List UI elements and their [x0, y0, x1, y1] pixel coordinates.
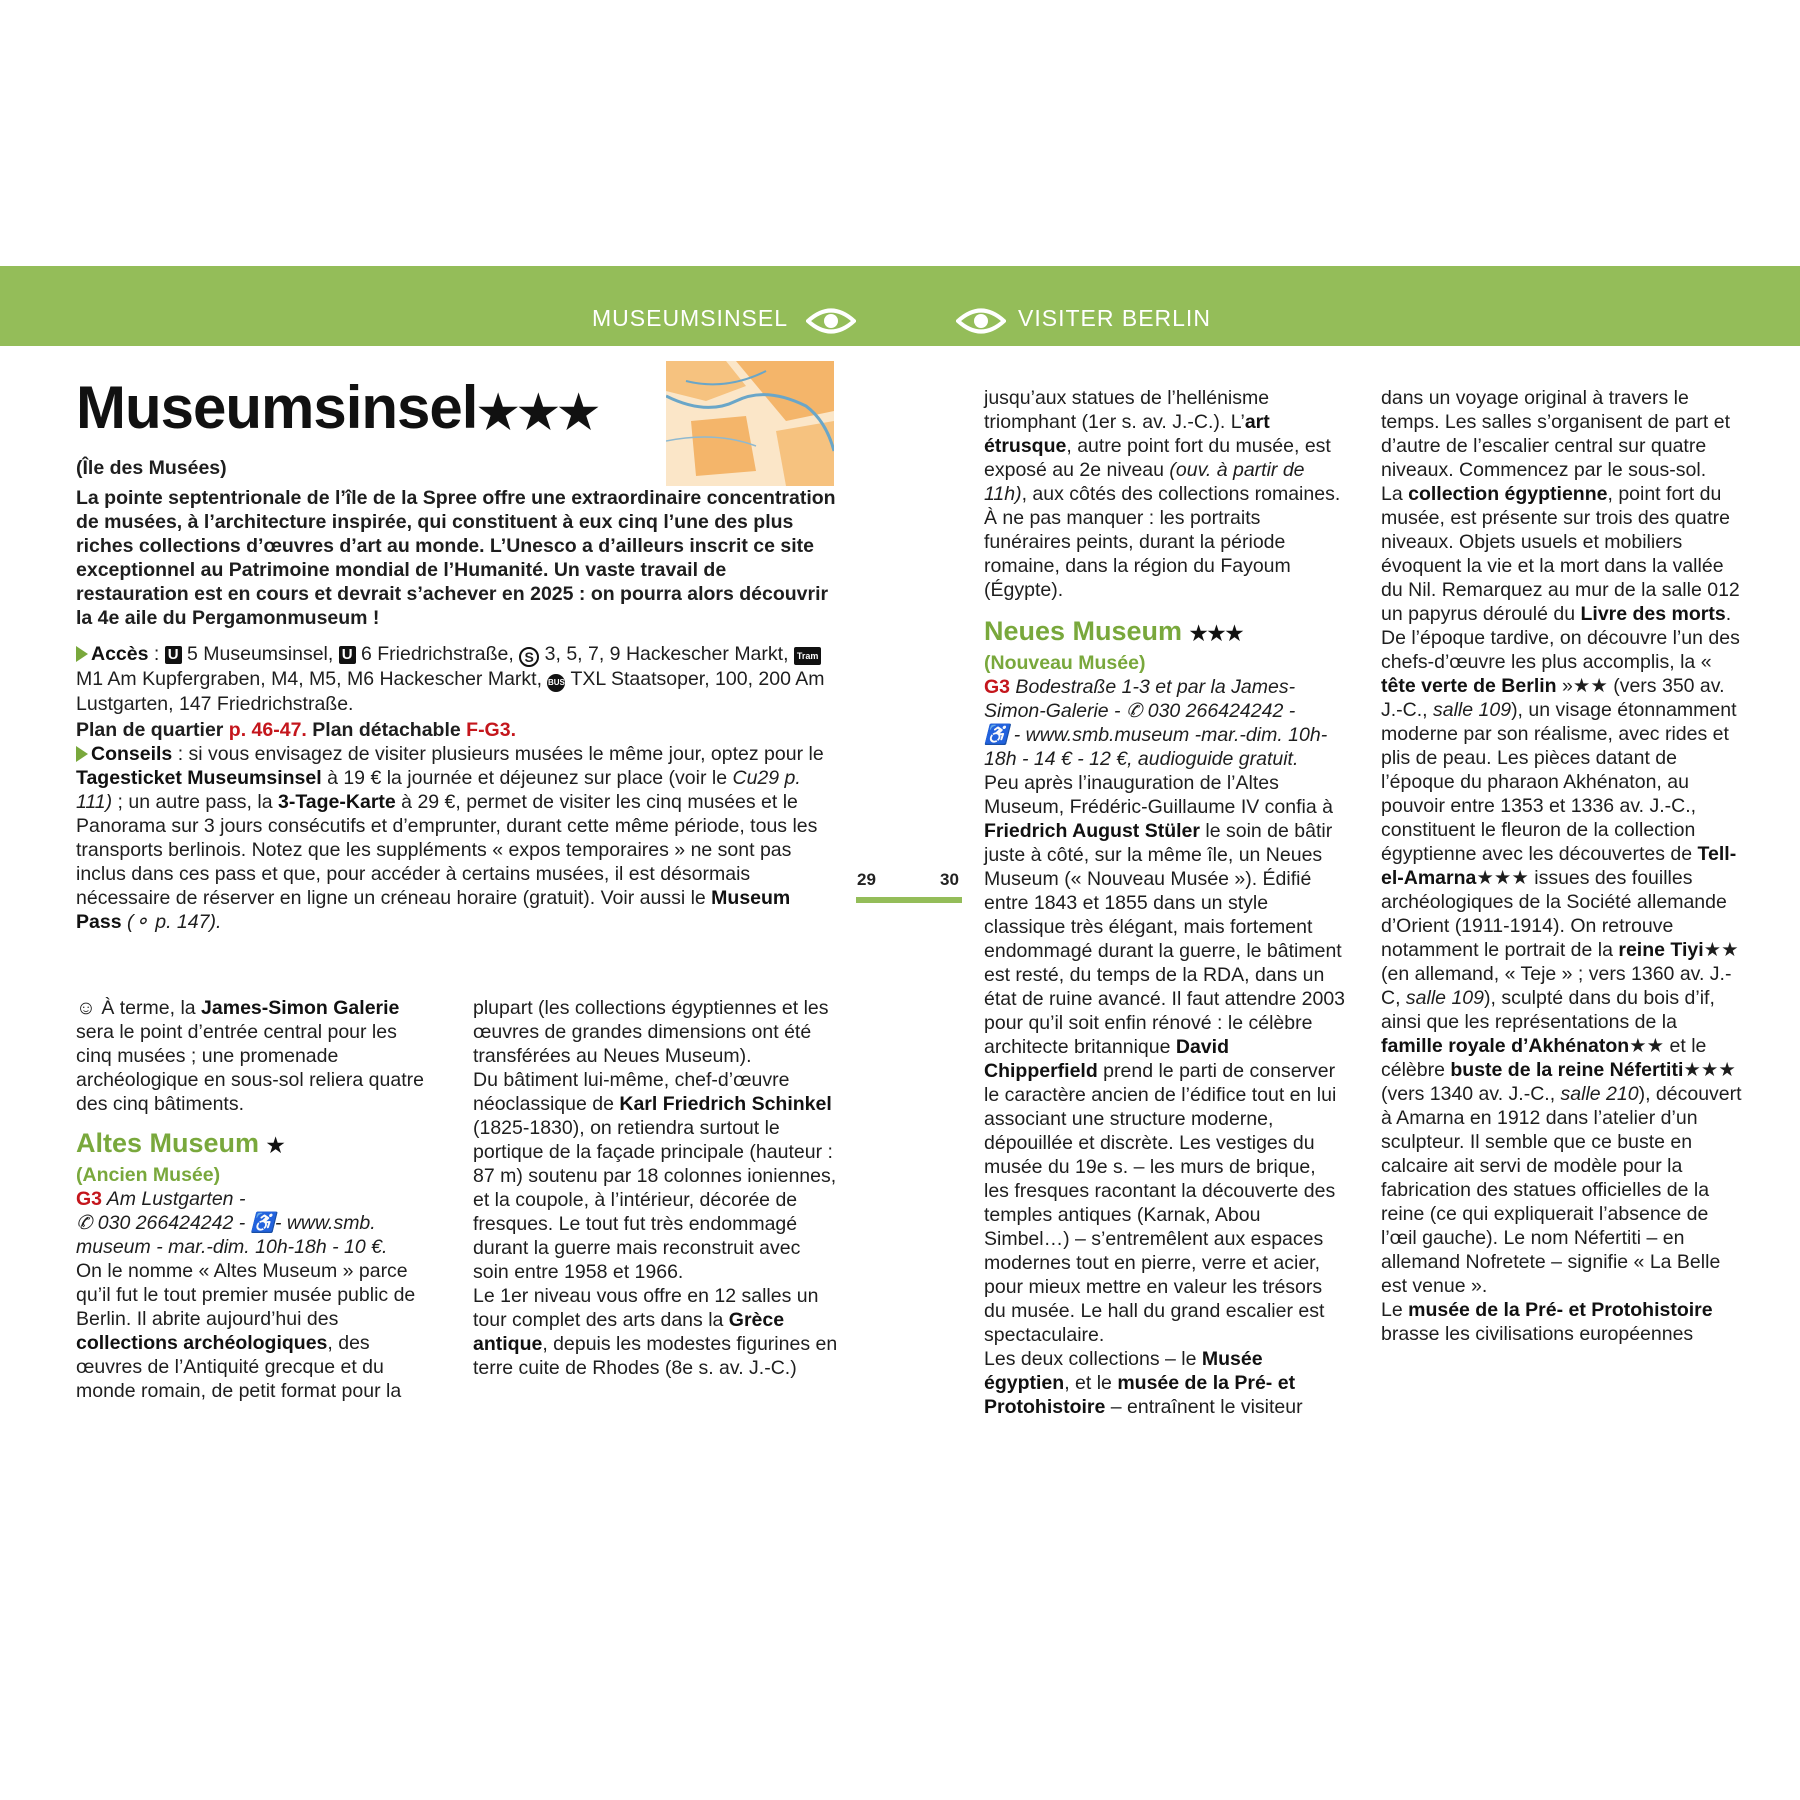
- title-stars: ★★★: [477, 386, 599, 438]
- header-band: [0, 266, 1800, 346]
- left-column-1: [76, 996, 431, 1403]
- bus-icon: BUS: [547, 674, 565, 692]
- paragraph: jusqu’aux statues de l’hellénisme triomphant (1er s. av. J.-C.). L’art étrusque, autre point fort du musée, est exposé au 2e niveau (ouv. à partir de 11h), aux côtés des collections romaines. À ne pas manquer : les portraits funéraires peints, durant la période romaine, dans la région du Fayoum (Égypte).: [984, 387, 1341, 601]
- paragraph: dans un voyage original à travers le temps. Les salles s’organisent de part et d’autre de l’escalier central sur quatre niveaux. Commencez par le sous-sol.: [1381, 387, 1731, 481]
- header-right-label: VISITER BERLIN: [1018, 305, 1211, 331]
- paragraph: Le musée de la Pré- et Protohistoire brasse les civilisations européennes: [1381, 1299, 1713, 1345]
- header-left-label: MUSEUMSINSEL: [592, 305, 789, 331]
- neues-museum-info: G3 Bodestraße 1-3 et par la James-Simon-Galerie - ✆ 030 266424242 - ♿ - www.smb.museum -mar.-dim. 10h-18h - 14 € - 12 €, audioguide gratuit.: [984, 676, 1328, 770]
- u-bahn-icon: U: [165, 646, 182, 664]
- right-column-1: [984, 386, 1346, 1419]
- page-number-right: 30: [940, 870, 959, 889]
- left-title-block: [76, 372, 836, 934]
- altes-museum-description: On le nomme « Altes Museum » parce qu’il fut le tout premier musée public de Berlin. Il abrite aujourd’hui des collections archéologiques, des œuvres de l’Antiquité grecque et du monde romain, de petit format pour la: [76, 1260, 416, 1402]
- left-column-2: [473, 996, 838, 1380]
- conseils-paragraph: Conseils : si vous envisagez de visiter plusieurs musées le même jour, optez pour le Tagesticket Museumsinsel à 19 € la journée et déjeunez sur place (voir le Cu29 p. 111) ; un autre pass, la 3-Tage-Karte à 29 €, permet de visiter les cinq musées et le Panorama sur 3 jours consécutifs et d’emprunter, durant cette même période, tous les transports berlinois. Notez que les suppléments « expos temporaires » ne sont pas inclus dans ces pass et que, pour accéder à certains musées, il est désormais nécessaire de réserver en ligne un créneau horaire (gratuit). Voir aussi le Museum Pass (⚬ p. 147).: [76, 743, 824, 933]
- james-simon-paragraph: ☺ À terme, la James-Simon Galerie sera le point d’entrée central pour les cinq musées ; une promenade archéologique en sous-sol reliera quatre des cinq bâtiments.: [76, 997, 424, 1115]
- plan-link[interactable]: p. 46-47.: [228, 719, 307, 741]
- wheelchair-icon: ♿: [250, 1212, 275, 1234]
- egyptian-collection-paragraph: La collection égyptienne, point fort du musée, est présente sur trois des quatre niveaux. Objets usuels et mobiliers évoquent la vie et la mort dans la vallée du Nil. Remarquez au mur de la salle 012 un papyrus déroulé du Livre des morts. De l’époque tardive, on découvre l’un des chefs-d’œuvre les plus accomplis, la « tête verte de Berlin »★★ (vers 350 av. J.-C., salle 109), un visage étonnamment moderne par son réalisme, avec rides et plis de peau. Les pièces datant de l’époque du pharaon Akhénaton, au pouvoir entre 1353 et 1336 av. J.-C., constituent le fleuron de la collection égyptienne avec les découvertes de Tell-el-Amarna★★★ issues des fouilles archéologiques de la Société allemande d’Orient (1911-1914). On retrouve notamment le portrait de la reine Tiyi★★ (en allemand, « Teje » ; vers 1360 av. J.-C, salle 109), sculpté dans du bois d’if, ainsi que les représentations de la famille royale d’Akhénaton★★ et le célèbre buste de la reine Néfertiti★★★ (vers 1340 av. J.-C., salle 210), découvert à Amarna en 1912 dans l’atelier d’un sculpteur. Il semble que ce buste en calcaire ait servi de modèle pour la fabrication des statues officielles de la reine (ce qui expliquerait l’absence de l’œil gauche). Le nom Néfertiti – en allemand Nofretete – signifie « La Belle est venue ».: [1381, 483, 1742, 1297]
- altes-museum-info: G3 Am Lustgarten - ✆ 030 266424242 - ♿- www.smb. museum - mar.-dim. 10h-18h - 10 €.: [76, 1188, 388, 1258]
- intro-paragraph: La pointe septentrionale de l’île de la Spree offre une extraordinaire concentration de musées, à l’architecture inspirée, qui constituent à eux cinq l’une des plus riches collections d’œuvres d’art au monde. L’Unesco a d’ailleurs inscrit ce site exceptionnel au Patrimoine mondial de l’Humanité. Un vaste travail de restauration est en cours et devrait s’achever en 2025 : on pourra alors découvrir la 4e aile du Pergamonmuseum !: [76, 487, 836, 629]
- u-bahn-icon: U: [339, 646, 356, 664]
- page-divider: [856, 897, 962, 903]
- phone-icon: ✆: [1125, 700, 1143, 722]
- paragraph: Du bâtiment lui-même, chef-d’œuvre néoclassique de Karl Friedrich Schinkel (1825-1830), on retiendra surtout le portique de la façade principale (hauteur : 87 m) soutenu par 18 colonnes ioniennes, et la coupole, à l’intérieur, décorée de fresques. Le tout fut très endommagé durant la guerre mais reconstruit avec soin entre 1958 et 1966.: [473, 1069, 837, 1283]
- s-bahn-icon: S: [519, 647, 539, 667]
- page-number-left: 29: [857, 870, 876, 889]
- page-title: Museumsinsel: [76, 374, 478, 441]
- see-icon: ⚬: [133, 911, 150, 933]
- paragraph: plupart (les collections égyptiennes et les œuvres de grandes dimensions ont été transférées au Neues Museum).: [473, 997, 829, 1067]
- right-column-2: [1381, 386, 1743, 1346]
- page-subtitle: (Île des Musées): [76, 457, 227, 479]
- neues-museum-description: Peu après l’inauguration de l’Altes Museum, Frédéric-Guillaume IV confia à Friedrich August Stüler le soin de bâtir juste à côté, sur la même île, un Neues Museum (« Nouveau Musée »). Édifié entre 1843 et 1855 dans un style classique très élégant, mais fortement endommagé durant la guerre, le bâtiment est resté, du temps de la RDA, dans un état de ruine avancé. Il faut attendre 2003 pour qu’il soit enfin rénové : le célèbre architecte britannique David Chipperfield prend le parti de conserver le caractère ancien de l’édifice tout en lui associant une structure moderne, dépouillée et discrète. Les vestiges du musée du 19e s. – les murs de brique, les fresques racontant la découverte des temples antiques (Karnak, Abou Simbel…) – s’entremêlent aux espaces modernes tout en pierre, verre et acier, pour mieux mettre en valeur les trésors du musée. Le hall du grand escalier est spectaculaire.: [984, 772, 1346, 1346]
- paragraph: Les deux collections – le Musée égyptien, et le musée de la Pré- et Protohistoire – entraînent le visiteur: [984, 1348, 1303, 1418]
- acces-info: Accès : U 5 Museumsinsel, U 6 Friedrichstraße, S 3, 5, 7, 9 Hackescher Markt, Tram M1 Am Kupfergraben, M4, M5, M6 Hackescher Markt, BUS TXL Staatsoper, 100, 200 Am Lustgarten, 147 Friedrichstraße.: [76, 643, 825, 715]
- phone-icon: ✆: [76, 1212, 93, 1234]
- plan-detachable-link[interactable]: F-G3.: [466, 719, 516, 741]
- smile-icon: ☺: [76, 997, 96, 1019]
- wheelchair-icon: ♿: [984, 724, 1009, 746]
- eye-icon: [806, 306, 856, 336]
- neues-museum-subtitle: (Nouveau Musée): [984, 652, 1146, 674]
- neues-museum-heading: Neues Museum ★★★: [984, 616, 1244, 646]
- tram-icon: Tram: [794, 647, 822, 665]
- altes-museum-subtitle: (Ancien Musée): [76, 1164, 221, 1186]
- triangle-icon: [76, 746, 88, 762]
- eye-icon: [956, 306, 1006, 336]
- plan-info: Plan de quartier p. 46-47. Plan détachable F-G3.: [76, 719, 516, 741]
- altes-museum-heading: Altes Museum ★: [76, 1128, 285, 1158]
- triangle-icon: [76, 646, 88, 662]
- paragraph: Le 1er niveau vous offre en 12 salles un tour complet des arts dans la Grèce antique, depuis les modestes figurines en terre cuite de Rhodes (8e s. av. J.-C.): [473, 1285, 838, 1379]
